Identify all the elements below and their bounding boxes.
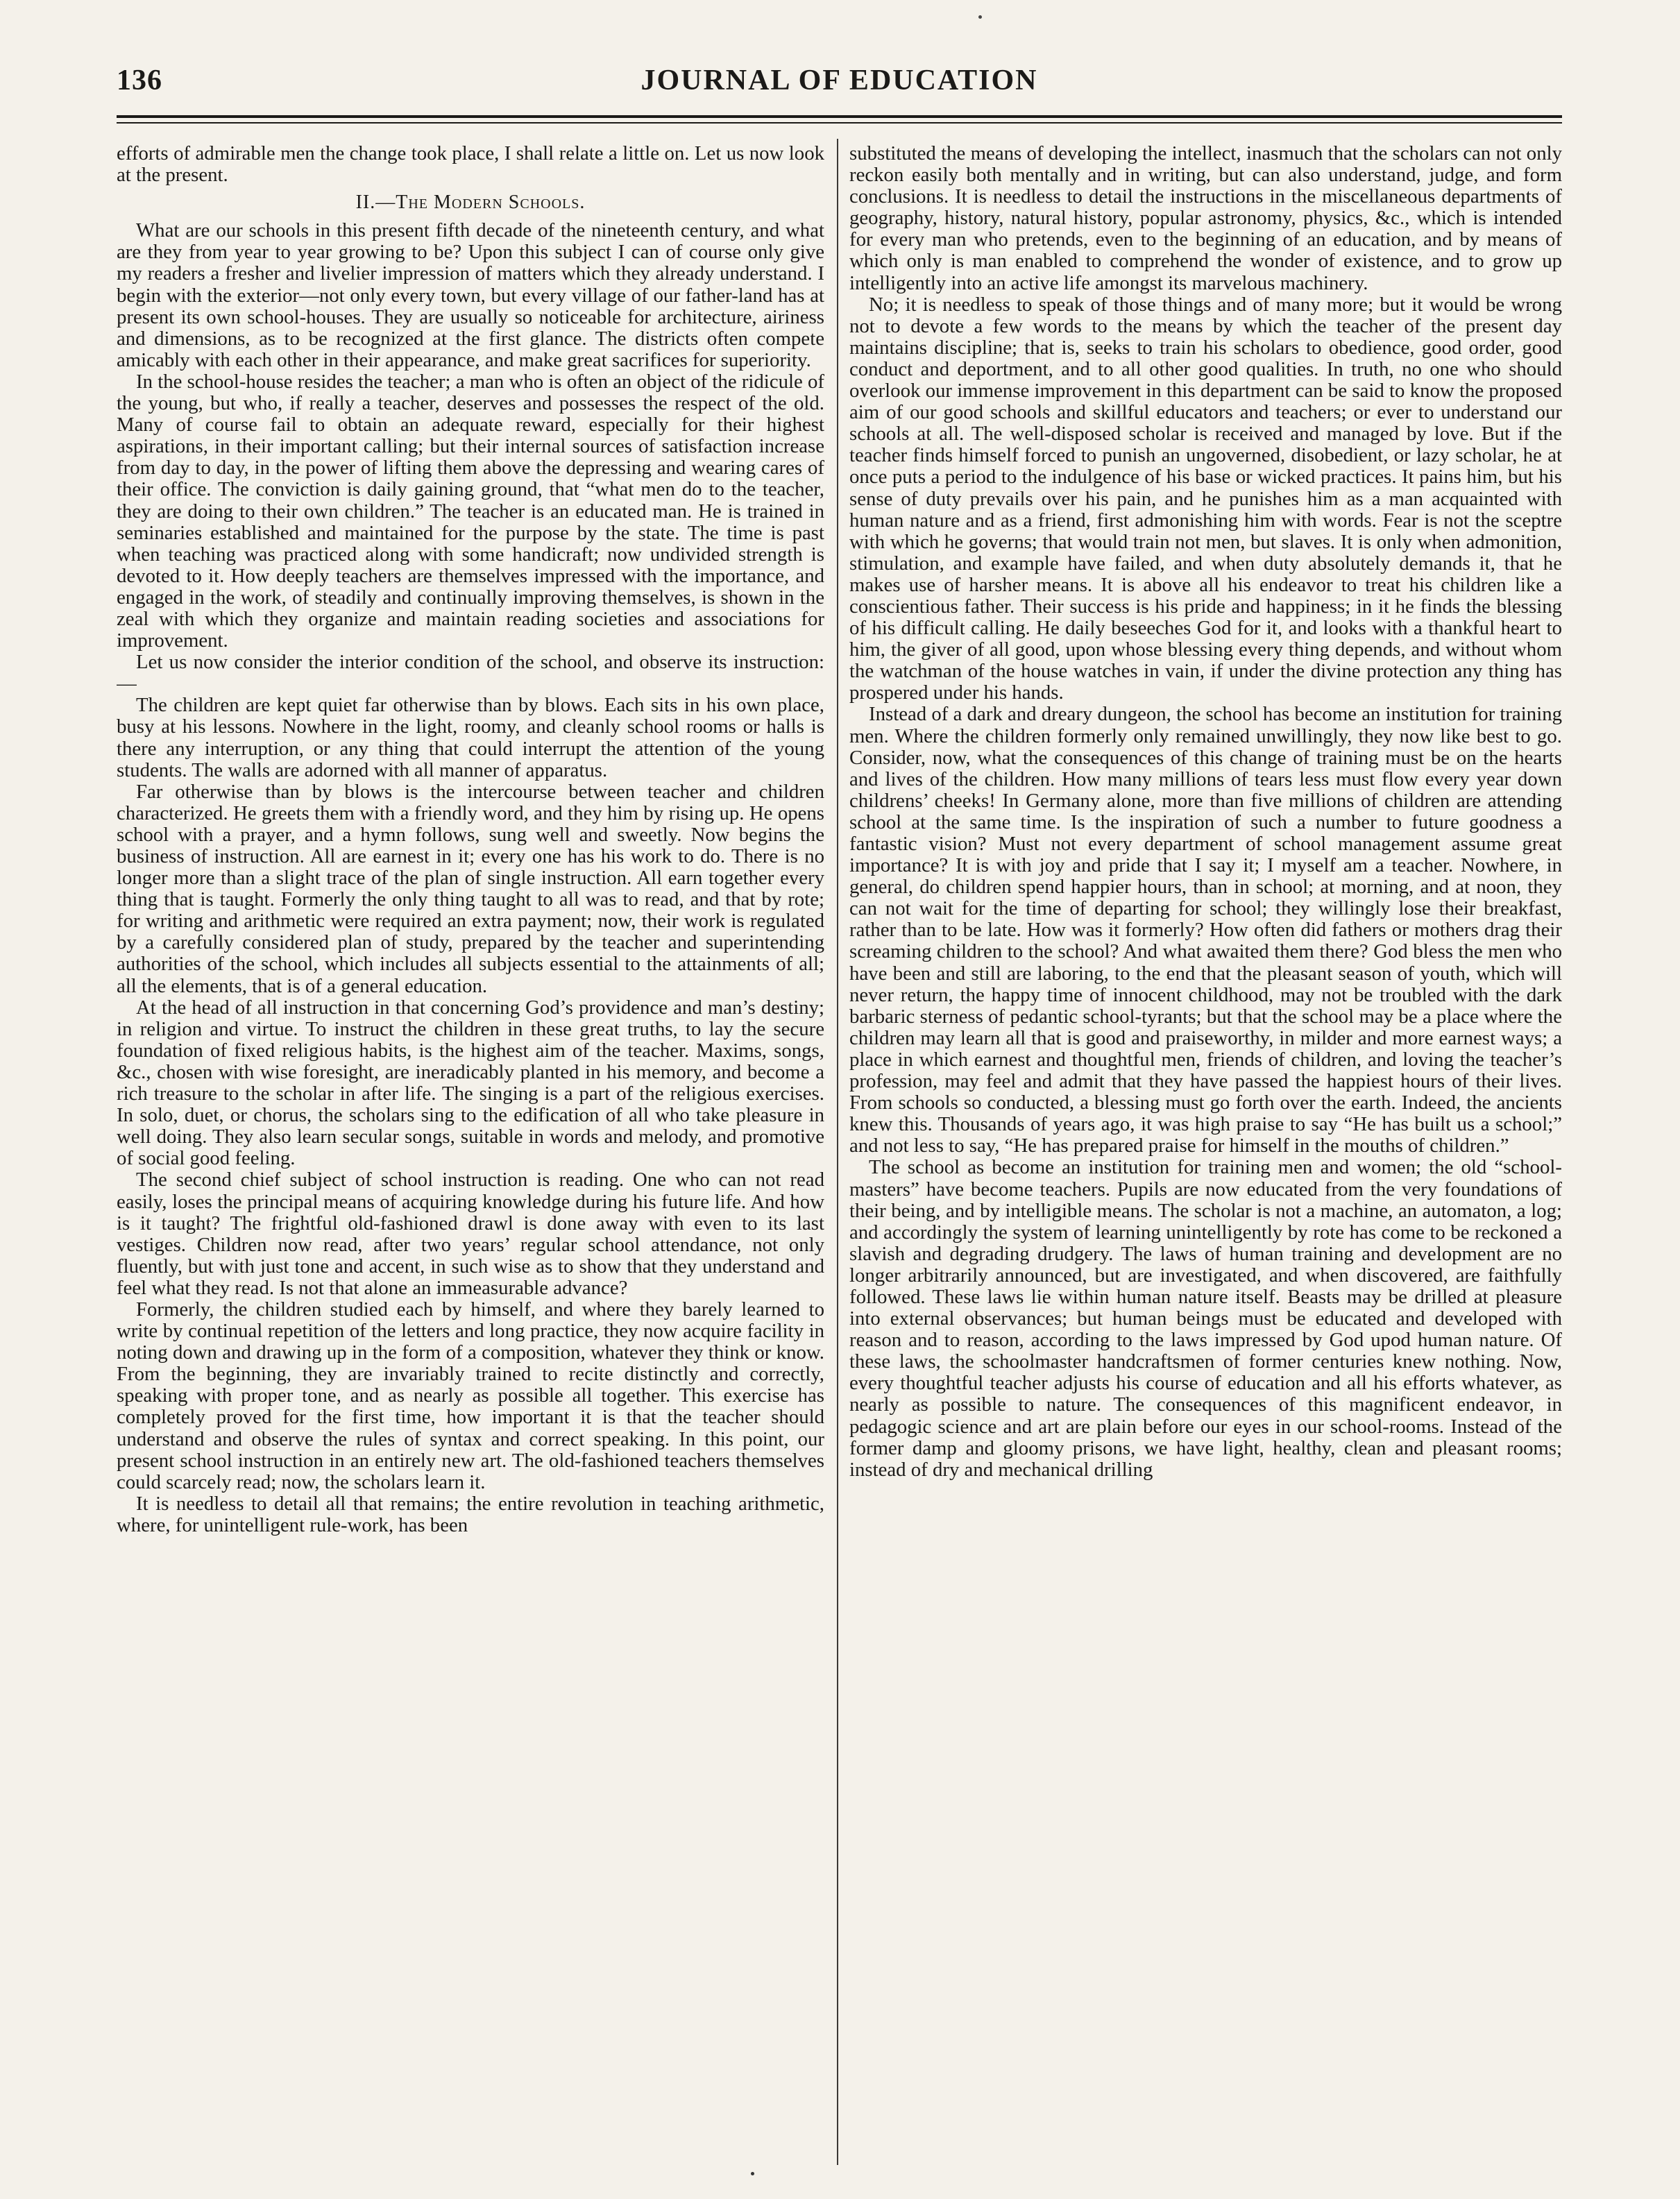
ink-speck (978, 15, 982, 19)
page-header (117, 64, 1562, 105)
column-divider (837, 139, 838, 2165)
paragraph: What are our schools in this present fifth decade of the nineteenth century, and what are they from year to year growing to be? Upon this subject I can of course only give my readers a fresher and livelier impression of matters which they already understand. I begin with the exterior—not only every town, but every village of our father-land has at present its own school-houses. They are usually so noticeable for architecture, airiness and dimensions, as to be recognized at the first glance. The districts often compete amicably with each other in their appearance, and make great sacrifices for superiority. (117, 219, 824, 371)
header-rule-thin (117, 122, 1562, 124)
right-column (849, 143, 1562, 2162)
paragraph: Instead of a dark and dreary dungeon, the school has become an institution for training men. Where the children formerly only remained unwillingly, they now like best to go. Consider, now, what the consequences of this change of training must be on the hearts and lives of the children. How many millions of tears less must flow every year down childrens’ cheeks! In Germany alone, more than five millions of children are attending school at the same time. Is the inspiration of such a number to future goodness a fantastic vision? Must not every department of school management assume great importance? It is with joy and pride that I say it; I myself am a teacher. Nowhere, in general, do children spend happier hours, than in school; at morning, and at noon, they can not wait for the time of departing for school; they willingly lose their breakfast, rather than to be late. How was it formerly? How often did fathers or mothers drag their screaming children to the school? And what awaited them there? God bless the men who have been and still are laboring, to the end that the pleasant season of youth, which will never return, the happy time of innocent childhood, may not be troubled with the dark barbaric sterness of pedantic school-tyrants; but that the school may be a place where the children may learn all that is good and praiseworthy, in milder and more earnest ways; a place in which earnest and thoughtful men, friends of children, and loving the teacher’s profession, may feel and admit that they have passed the happiest hours of their lives. From schools so conducted, a blessing must go forth over the earth. Indeed, the ancients knew this. Thousands of years ago, it was high praise to say “He has built us a school;” and not less to say, “He has prepared praise for himself in the mouths of children.” (849, 703, 1562, 1157)
paragraph: The second chief subject of school instruction is reading. One who can not read easily, loses the principal means of acquiring knowledge during his future life. And how is it taught? The frightful old-fashioned drawl is done away with even to its last vestiges. Children now read, after two years’ regular school attendance, not only fluently, but with just tone and accent, in such wise as to show that they understand and feel what they read. Is not that alone an immeasurable advance? (117, 1169, 824, 1299)
paragraph: The children are kept quiet far otherwise than by blows. Each sits in his own place, busy at his lessons. Nowhere in the light, roomy, and cleanly school rooms or halls is there any interruption, or any thing that could interrupt the attention of the young students. The walls are adorned with all manner of apparatus. (117, 694, 824, 781)
paragraph: Far otherwise than by blows is the intercourse between teacher and children characterized. He greets them with a friendly word, and they him by rising up. He opens school with a prayer, and a hymn follows, sung well and sweetly. Now begins the business of instruction. All are earnest in it; every one has his work to do. There is no longer more than a slight trace of the plan of single instruction. All earn together every thing that is taught. Formerly the only thing taught to all was to read, and that by rote; for writing and arithmetic were required an extra payment; now, their work is regulated by a carefully considered plan of study, prepared by the teacher and superintending authorities of the school, which includes all subjects essential to the attainments of all; all the elements, that is of a general education. (117, 780, 824, 997)
paragraph: In the school-house resides the teacher; a man who is often an object of the ridicule of the young, but who, if really a teacher, deserves and possesses the respect of the old. Many of course fail to obtain an adequate reward, especially for their highest aspirations, in their important calling; but their internal sources of satisfaction increase from day to day, in the power of lifting them above the depressing and wearing cares of their office. The conviction is daily gaining ground, that “what men do to the teacher, they are doing to their own children.” The teacher is an educated man. He is trained in seminaries established and maintained for the purpose by the state. The time is past when teaching was practiced along with some handicraft; now undivided strength is devoted to it. How deeply teachers are themselves impressed with the importance, and engaged in the work, of steadily and continually improving themselves, is shown in the zeal with which they organize and maintain reading societies and associations for improvement. (117, 370, 824, 652)
paragraph: At the head of all instruction in that concerning God’s providence and man’s destiny; in religion and virtue. To instruct the children in these great truths, to lay the secure foundation of fixed religious habits, is the highest aim of the teacher. Maxims, songs, &c., chosen with wise foresight, are ineradicably planted in his memory, and become a rich treasure to the scholar in after life. The singing is a part of the religious exercises. In solo, duet, or chorus, the scholars sing to the edification of all who take pleasure in well doing. They also learn secular songs, suitable in words and melody, and promotive of social good feeling. (117, 996, 824, 1170)
paragraph: Let us now consider the interior condition of the school, and observe its instruction:— (117, 651, 824, 695)
running-title: JOURNAL OF EDUCATION (640, 65, 1038, 96)
paragraph: The school as become an institution for training men and women; the old “school-masters” have become teachers. Pupils are now educated from the very foundations of their being, and by intelligible means. The scholar is not a machine, an automaton, a log; and accordingly the system of learning unintelligently by rote has come to be reckoned a slavish and degrading drudgery. The laws of human training and development are no longer arbitrarily announced, but are investigated, and when discovered, are faithfully followed. These laws lie within human nature itself. Beasts may be drilled at pleasure into external observances; but human beings must be educated and developed with reason and to reason, according to the laws impressed by God upod human nature. Of these laws, the schoolmaster handcraftsmen of former centuries knew nothing. Now, every thoughtful teacher adjusts his course of education and all his efforts whatever, as nearly as possible to nature. The consequences of this magnificent endeavor, in pedagogic science and art are plain before our eyes in our school-rooms. Instead of the former damp and gloomy prisons, we have light, healthy, clean and pleasant rooms; instead of dry and mechanical drilling (849, 1156, 1562, 1481)
header-rule-thick (117, 115, 1562, 118)
left-column (117, 143, 824, 2162)
paragraph: substituted the means of developing the intellect, inasmuch that the scholars can not only reckon easily both mentally and in writing, but can also understand, judge, and form conclusions. It is needless to detail the instructions in the miscellaneous departments of geography, history, natural history, popular astronomy, physics, &c., which is intended for every man who pretends, even to the beginning of an education, and by means of which only is man enabled to comprehend the wonder of existence, and to grow up intelligently into an active life amongst its marvelous machinery. (849, 143, 1562, 294)
paragraph: It is needless to detail all that remains; the entire revolution in teaching arithmetic, where, for unintelligent rule-work, has been (117, 1492, 824, 1536)
paragraph: Formerly, the children studied each by himself, and where they barely learned to write by continual repetition of the letters and long practice, they now acquire facility in noting down and drawing up in the form of a composition, whatever they think or know. From the beginning, they are invariably trained to recite distinctly and correctly, speaking with proper tone, and as nearly as possible all together. This exercise has completely proved for the first time, how important it is that the teacher should understand and observe the rules of syntax and correct speaking. In this point, our present school instruction in an entirely new art. The old-fashioned teachers themselves could scarcely read; now, the scholars learn it. (117, 1298, 824, 1493)
paragraph: No; it is needless to speak of those things and of many more; but it would be wrong not to devote a few words to the means by which the teacher of the present day maintains discipline; that is, seeks to train his scholars to obedience, good order, good conduct and deportment, and to all other good qualities. In truth, no one who should overlook our immense improvement in this department can be said to know the proposed aim of our good schools and skillful educators and teachers; or ever to understand our schools at all. The well-disposed scholar is received and managed by love. But if the teacher finds himself forced to punish an ungoverned, disobedient, or lazy scholar, he at once puts a period to the indulgence of his base or wicked practices. It pains him, but his sense of duty prevails over his pain, and he punishes him as a man acquainted with human nature and as a friend, first admonishing him with words. Fear is not the sceptre with which he governs; that would train not men, but slaves. It is only when admonition, stimulation, and example have failed, and when duty absolutely demands it, that he makes use of harsher means. It is above all his endeavor to treat his children like a conscientious father. Their success is his pride and happiness; in it he finds the blessing of his difficult calling. He daily beseeches God for it, and looks with a thankful heart to him, the giver of all good, upon whose blessing every thing depends, and without whom the watchman of the house watches in vain, if under the divine protection any thing has prospered under his hands. (849, 293, 1562, 704)
ink-speck (751, 2172, 754, 2175)
page-number: 136 (117, 65, 162, 96)
paragraph: efforts of admirable men the change took place, I shall relate a little on. Let us now look at the present. (117, 143, 824, 187)
section-heading: II.—The Modern Schools. (355, 192, 586, 214)
